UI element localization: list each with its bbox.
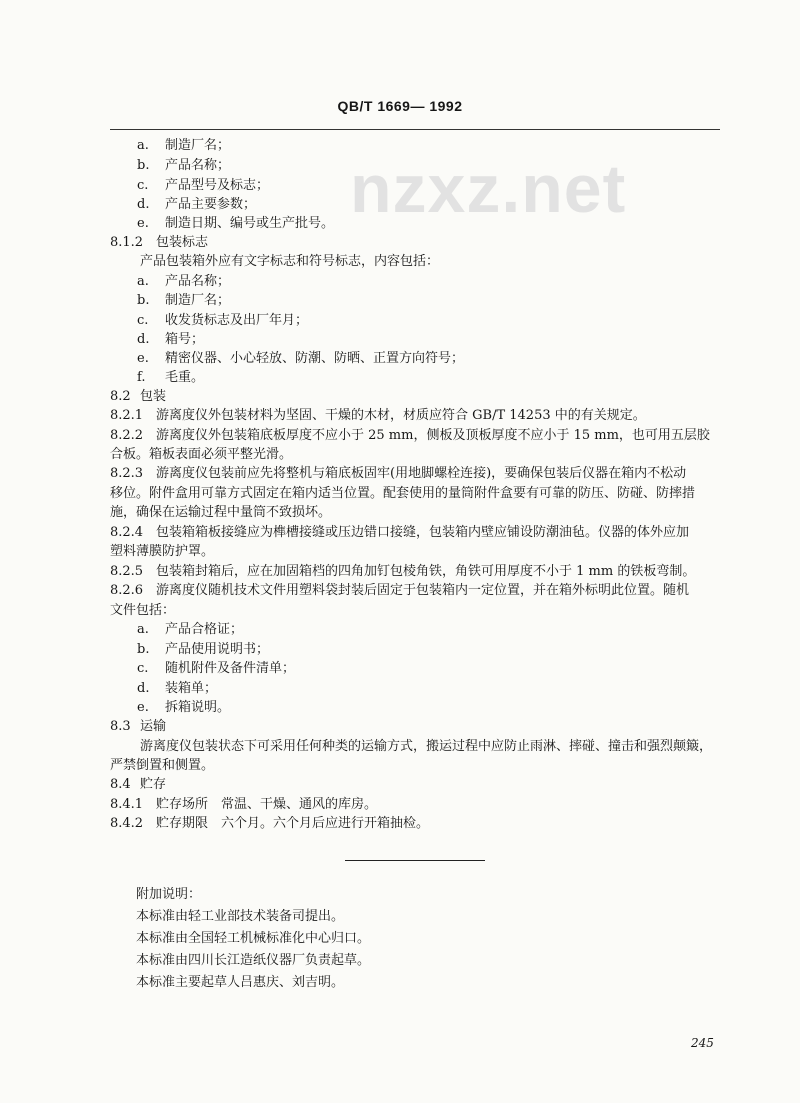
clause-text: 合板。箱板表面必须平整光滑。 <box>110 447 293 462</box>
clause-text: 产品包装箱外应有文字标志和符号标志，内容包括： <box>140 254 440 269</box>
list-item: b. 产品名称； <box>137 158 231 173</box>
header-rule <box>110 129 720 130</box>
clause-text: 塑料薄膜防护罩。 <box>110 544 215 559</box>
standard-code-header: QB/T 1669— 1992 <box>337 98 463 114</box>
notes-line: 本标准由四川长江造纸仪器厂负责起草。 <box>136 953 371 968</box>
notes-line: 本标准由全国轻工机械标准化中心归口。 <box>136 931 371 946</box>
clause-text: 8.2.1 游离度仪外包装材料为坚固、干燥的木材，材质应符合 GB/T 14253 中的有关规定。 <box>110 408 646 423</box>
clause-text: 游离度仪包装状态下可采用任何种类的运输方式，搬运过程中应防止雨淋、摔碰、撞击和强烈颠簸， <box>140 739 713 754</box>
notes-title: 附加说明： <box>136 887 202 902</box>
clause-text: 8.2.5 包装箱封箱后，应在加固箱档的四角加钉包棱角铁，角铁可用厚度不小于 1 mm 的铁板弯制。 <box>110 564 696 579</box>
clause-text: 8.4.1 贮存场所 常温、干燥、通风的库房。 <box>110 797 378 812</box>
section-heading: 8.3 运输 <box>110 719 167 734</box>
section-heading: 8.2 包装 <box>110 389 167 404</box>
list-item: b. 产品使用说明书； <box>137 642 270 657</box>
end-divider <box>345 860 485 861</box>
clause-text: 移位。附件盒用可靠方式固定在箱内适当位置。配套使用的量筒附件盒要有可靠的防压、防碰、防摔措 <box>110 486 696 501</box>
list-item: c. 收发货标志及出厂年月； <box>137 313 309 328</box>
clause-text: 严禁倒置和侧置。 <box>110 758 215 773</box>
page-number: 245 <box>691 1036 714 1050</box>
list-item: a. 制造厂名； <box>137 138 231 153</box>
list-item: d. 产品主要参数； <box>137 197 257 212</box>
list-item: a. 产品合格证； <box>137 622 244 637</box>
clause-text: 8.2.3 游离度仪包装前应先将整机与箱底板固牢(用地脚螺栓连接)，要确保包装后仪器在箱内不松动 <box>110 466 687 481</box>
clause-heading: 8.1.2 包装标志 <box>110 235 209 250</box>
clause-text: 8.4.2 贮存期限 六个月。六个月后应进行开箱抽检。 <box>110 816 430 831</box>
section-heading: 8.4 贮存 <box>110 777 167 792</box>
list-item: c. 随机附件及备件清单； <box>137 661 296 676</box>
clause-text: 文件包括： <box>110 603 176 618</box>
list-item: e. 拆箱说明。 <box>137 700 231 715</box>
list-item: d. 箱号； <box>137 332 205 347</box>
notes-line: 本标准主要起草人吕惠庆、刘吉明。 <box>136 975 345 990</box>
list-item: d. 装箱单； <box>137 681 218 696</box>
list-item: f. 毛重。 <box>137 370 205 385</box>
list-item: b. 制造厂名； <box>137 293 231 308</box>
list-item: e. 精密仪器、小心轻放、防潮、防晒、正置方向符号； <box>137 351 465 366</box>
clause-text: 8.2.6 游离度仪随机技术文件用塑料袋封装后固定于包装箱内一定位置，并在箱外标明此位置。随机 <box>110 583 690 598</box>
clause-text: 施，确保在运输过程中量筒不致损坏。 <box>110 505 332 520</box>
list-item: a. 产品名称； <box>137 274 231 289</box>
watermark: nzxz.net <box>350 151 627 227</box>
clause-text: 8.2.2 游离度仪外包装箱底板厚度不应小于 25 mm，侧板及顶板厚度不应小于 15 mm，也可用五层胶 <box>110 428 710 443</box>
list-item: e. 制造日期、编号或生产批号。 <box>137 216 335 231</box>
list-item: c. 产品型号及标志； <box>137 178 270 193</box>
clause-text: 8.2.4 包装箱箱板接缝应为榫槽接缝或压边错口接缝，包装箱内壁应铺设防潮油毡。仪器的体外应加 <box>110 525 690 540</box>
notes-line: 本标准由轻工业部技术装备司提出。 <box>136 909 345 924</box>
